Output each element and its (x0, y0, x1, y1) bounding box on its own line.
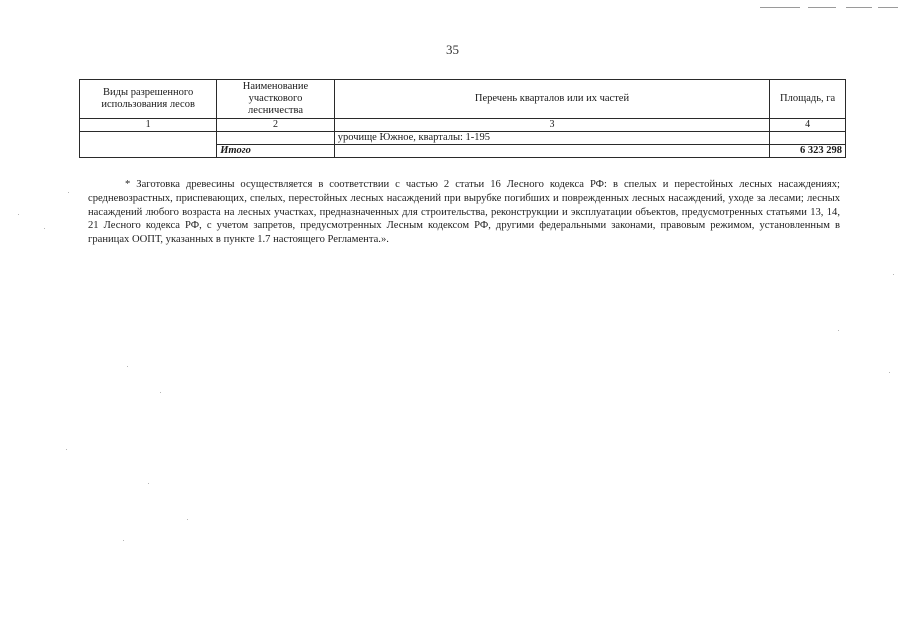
scan-mark-top-right-4 (878, 7, 898, 8)
scan-speck (838, 330, 839, 331)
header-cell-forestry: Наименование участкового лесничества (217, 80, 334, 119)
scan-speck (889, 372, 890, 373)
table-header-row (80, 80, 846, 119)
table-cell-empty (770, 131, 846, 144)
scan-speck (148, 483, 149, 484)
table-cell-empty (334, 144, 770, 157)
table-cell-empty (217, 131, 334, 144)
column-number-cell: 2 (217, 119, 334, 132)
scan-speck (160, 392, 161, 393)
table-cell-empty (80, 131, 217, 157)
land-use-table (79, 79, 846, 158)
scan-speck (68, 192, 69, 193)
scan-mark-top-right-2 (808, 7, 836, 8)
column-number-cell: 3 (334, 119, 770, 132)
scan-speck (187, 519, 188, 520)
scan-speck (18, 214, 19, 215)
column-number-cell: 1 (80, 119, 217, 132)
scan-mark-top-right-1 (760, 7, 800, 8)
scan-speck (127, 366, 128, 367)
scan-speck (44, 228, 45, 229)
scan-mark-top-right-3 (846, 7, 872, 8)
header-cell-use-type: Виды разрешенного использования лесов (80, 80, 217, 119)
total-value: 6 323 298 (770, 144, 846, 157)
total-label: Итого (217, 144, 334, 157)
scan-speck (66, 449, 67, 450)
table-cell-quarters: урочище Южное, кварталы: 1-195 (334, 131, 770, 144)
footnote-paragraph: * Заготовка древесины осуществляется в соответствии с частью 2 статьи 16 Лесного кодекса РФ: в спелых и перестойных лесных насаждениях; средневозрастных, приспевающих, спелых, перестойных лесных насаждений при вырубке погибших и поврежденных лесных насаждений, уходе за лесами; лесных насаждений любого возраста на лесных участках, предназначенных для строительства, реконструкции и эксплуатации объектов, предусмотренных статьями 13, 14, 21 Лесного кодекса РФ, с учетом запретов, предусмотренных Лесным кодексом РФ, другими федеральными законами, правовым режимом, установленным в границах ООПТ, указанных в пункте 1.7 настоящего Регламента.». (88, 179, 840, 246)
column-number-row (80, 119, 846, 132)
scan-speck (893, 274, 894, 275)
column-number-cell: 4 (770, 119, 846, 132)
scan-speck (123, 540, 124, 541)
page-number: 35 (446, 42, 459, 57)
header-cell-area: Площадь, га (770, 80, 846, 119)
table-row (80, 131, 846, 144)
header-cell-quarters: Перечень кварталов или их частей (334, 80, 770, 119)
